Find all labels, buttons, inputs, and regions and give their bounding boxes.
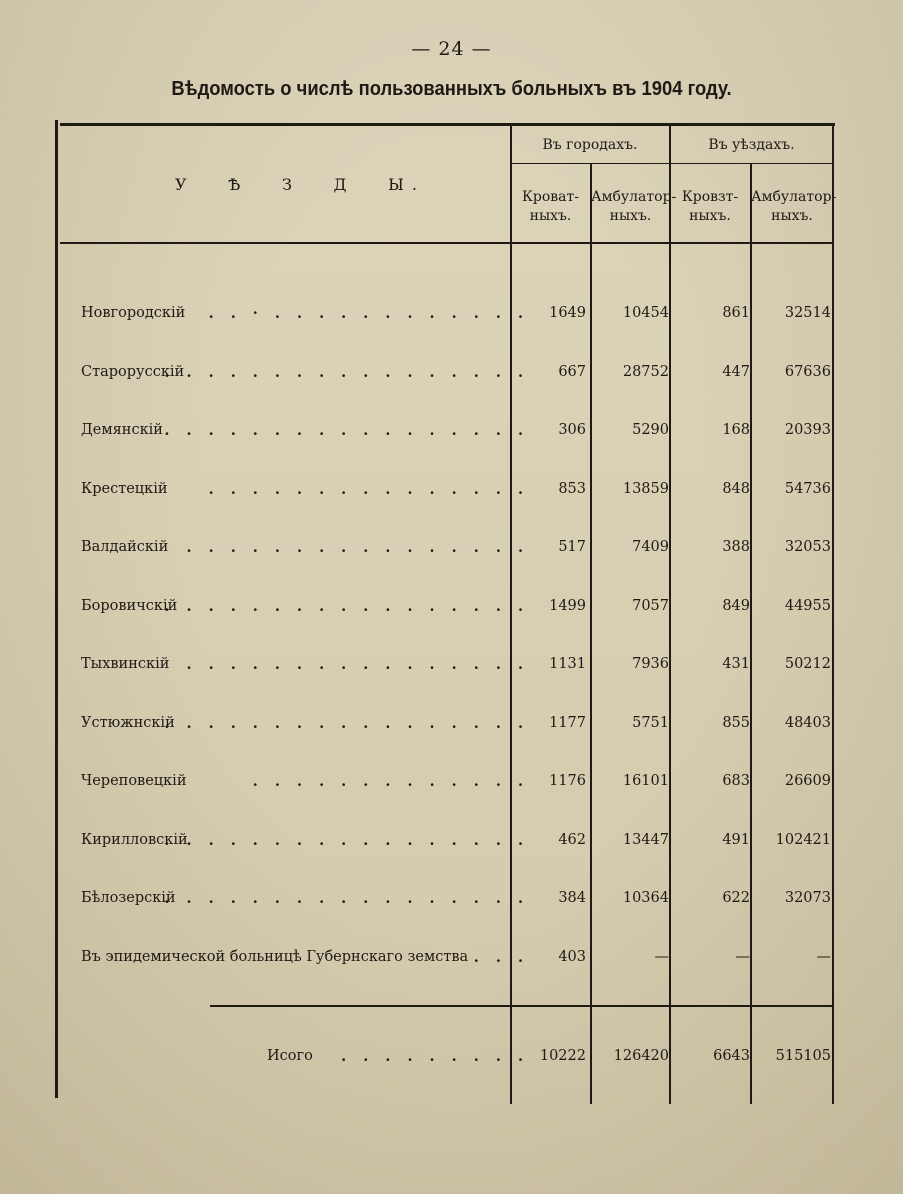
uezd-outpatients-value: 32514 bbox=[784, 305, 831, 321]
total-uezd-beds: 6643 bbox=[713, 1048, 750, 1064]
header-letter: Ѣ bbox=[228, 175, 249, 194]
uezd-beds-value: — bbox=[735, 948, 750, 965]
leader-dots: . . . . . . . . . . . . . . . . . bbox=[164, 831, 529, 849]
uezd-outpatients-value: 26609 bbox=[784, 773, 831, 789]
table-row bbox=[55, 305, 835, 329]
city-beds-value: 517 bbox=[558, 539, 586, 555]
uezd-name: Кирилловскій bbox=[81, 831, 188, 848]
city-outpatients-value: 5751 bbox=[632, 714, 669, 731]
leader-dots: . . . . . . . . . . . . . . . . . bbox=[164, 422, 529, 439]
group-header-uezds: Въ уѣздахъ. bbox=[708, 137, 795, 153]
uezd-outpatients-value: 32073 bbox=[784, 890, 831, 906]
uezd-name: Крестецкій bbox=[81, 480, 168, 497]
city-beds-value: 1131 bbox=[549, 656, 586, 672]
leader-dots: . . . . . . . . . . . . . . . . . bbox=[164, 597, 529, 615]
city-outpatients-value: 5290 bbox=[632, 422, 669, 438]
table-row bbox=[55, 598, 835, 622]
leader-dots: . . . . . . . . . . . . . bbox=[252, 773, 529, 790]
header-letter: У bbox=[175, 175, 195, 194]
uezd-outpatients-value: 50212 bbox=[784, 656, 831, 672]
city-outpatients-value: 13447 bbox=[622, 831, 669, 848]
uezd-outpatients-value: 20393 bbox=[784, 422, 831, 438]
leader-dots: . . . bbox=[473, 948, 529, 966]
total-rule bbox=[210, 1005, 834, 1007]
total-label: Исого bbox=[267, 1048, 313, 1064]
table-row bbox=[55, 656, 835, 680]
total-city-outpatients: 126420 bbox=[613, 1048, 669, 1064]
uezd-beds-value: 447 bbox=[722, 363, 750, 380]
leader-dots: . . . . . . . . . . . . . . . . . bbox=[164, 890, 529, 907]
table-row bbox=[55, 832, 835, 856]
uezd-outpatients-value: — bbox=[816, 948, 831, 965]
header-bottom-rule bbox=[60, 242, 834, 244]
uezd-name: Старорусскій bbox=[81, 363, 185, 380]
col-header-uezd-beds: Кровзт- ныхъ. bbox=[681, 189, 739, 224]
city-outpatients-value: 10364 bbox=[622, 890, 669, 906]
group-header-rule bbox=[510, 163, 834, 164]
leader-dots: . . . . . . . . . . . . . . . . . bbox=[164, 714, 529, 732]
uezd-beds-value: 431 bbox=[722, 656, 750, 672]
table-top-rule bbox=[60, 123, 835, 126]
table-row bbox=[55, 773, 835, 797]
col-header-city-beds: Кроват- ныхъ. bbox=[522, 189, 579, 224]
city-outpatients-value: 10454 bbox=[622, 305, 669, 321]
uezd-beds-value: 622 bbox=[722, 890, 750, 906]
leader-dots: . . . . . . . . . . . . . . . . bbox=[186, 656, 529, 673]
header-letter: Ы. bbox=[388, 175, 425, 194]
uezd-outpatients-value: 54736 bbox=[784, 480, 831, 497]
uezd-outpatients-value: 44955 bbox=[784, 597, 831, 614]
uezd-beds-value: 855 bbox=[722, 714, 750, 731]
total-city-beds: 10222 bbox=[539, 1048, 586, 1064]
city-outpatients-value: — bbox=[654, 948, 669, 965]
page-title: Вѣдомость о числѣ пользованныхъ больныхъ въ 1904 году. bbox=[171, 78, 732, 100]
col-header-city-outpatients: Амбулатор- ныхъ. bbox=[591, 189, 677, 224]
table-row bbox=[55, 949, 835, 973]
city-beds-value: 667 bbox=[558, 363, 586, 380]
city-outpatients-value: 16101 bbox=[622, 773, 669, 789]
city-beds-value: 306 bbox=[558, 422, 586, 438]
leader-dots: . . . . . . . . . . . . . . . . . bbox=[164, 363, 529, 381]
table-row bbox=[55, 481, 835, 505]
uezd-name: Въ эпидемической больницѣ Губернскаго земства bbox=[81, 948, 469, 965]
uezd-beds-value: 491 bbox=[722, 831, 750, 848]
uezd-name: Тыхвинскій bbox=[81, 656, 170, 672]
city-beds-value: 403 bbox=[558, 948, 586, 965]
page-number: — 24 — bbox=[411, 38, 492, 60]
header-letter: З bbox=[281, 175, 300, 194]
uezd-name: Новгородскій bbox=[81, 305, 186, 321]
uezd-name: Валдайскій bbox=[81, 539, 169, 555]
uezd-beds-value: 861 bbox=[722, 305, 750, 321]
uezd-outpatients-value: 102421 bbox=[775, 831, 831, 848]
uezd-name: Бѣлозерскій bbox=[81, 890, 176, 906]
uezd-outpatients-value: 67636 bbox=[784, 363, 831, 380]
city-outpatients-value: 7057 bbox=[632, 597, 669, 614]
city-beds-value: 853 bbox=[558, 480, 586, 497]
leader-dots: . . . . . . . . . . . . . . . . bbox=[186, 539, 529, 556]
total-uezd-outpatients: 515105 bbox=[775, 1048, 831, 1064]
city-outpatients-value: 13859 bbox=[622, 480, 669, 497]
city-beds-value: 462 bbox=[558, 831, 586, 848]
uezd-name: Боровичскій bbox=[81, 597, 178, 614]
table-row bbox=[55, 539, 835, 563]
group-header-cities: Въ городахъ. bbox=[542, 137, 638, 153]
col-header-uezd-outpatients: Амбулатор- ныхъ. bbox=[751, 189, 837, 224]
uezd-outpatients-value: 32053 bbox=[784, 539, 831, 555]
city-outpatients-value: 7409 bbox=[632, 539, 669, 555]
uezd-beds-value: 388 bbox=[722, 539, 750, 555]
city-beds-value: 1176 bbox=[549, 773, 586, 789]
uezd-name: Череповецкій bbox=[81, 773, 187, 789]
uezd-beds-value: 683 bbox=[722, 773, 750, 789]
city-beds-value: 384 bbox=[558, 890, 586, 906]
uezd-name: Устюжнскій bbox=[81, 714, 175, 731]
city-beds-value: 1499 bbox=[549, 597, 586, 614]
uezdy-header bbox=[175, 175, 425, 194]
header-letter: Д bbox=[333, 175, 355, 194]
total-row bbox=[55, 1048, 835, 1072]
table-row bbox=[55, 364, 835, 388]
city-outpatients-value: 7936 bbox=[632, 656, 669, 672]
table-row bbox=[55, 715, 835, 739]
statistics-table bbox=[55, 120, 835, 1110]
table-row bbox=[55, 890, 835, 914]
uezd-outpatients-value: 48403 bbox=[784, 714, 831, 731]
uezd-beds-value: 848 bbox=[722, 480, 750, 497]
leader-dots: . . . . . . . . . bbox=[341, 1048, 529, 1065]
leader-dots: . . . . . . . . . . . . . . . bbox=[208, 480, 529, 498]
uezd-beds-value: 849 bbox=[722, 597, 750, 614]
table-row bbox=[55, 422, 835, 446]
leader-dots: . . · . . . . . . . . . . . . bbox=[208, 305, 529, 322]
city-outpatients-value: 28752 bbox=[622, 363, 669, 380]
city-beds-value: 1649 bbox=[549, 305, 586, 321]
uezd-beds-value: 168 bbox=[722, 422, 750, 438]
city-beds-value: 1177 bbox=[549, 714, 586, 731]
uezd-name: Демянскій bbox=[81, 422, 163, 438]
